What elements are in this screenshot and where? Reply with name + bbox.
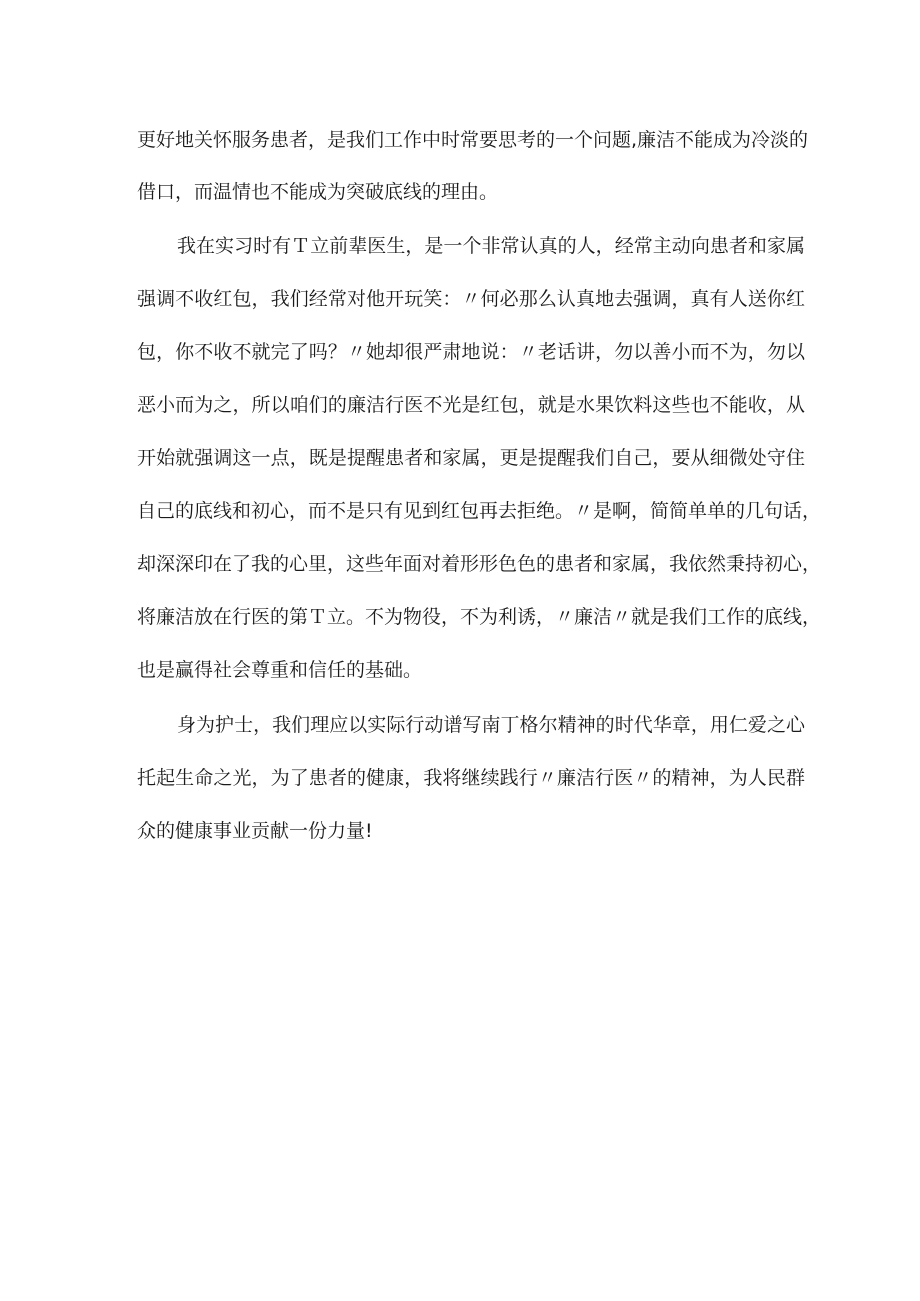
text-line: 却深深印在了我的心里，这些年面对着形形色色的患者和家属，我依然秉持初心，	[137, 553, 822, 575]
text-line: 借口，而温情也不能成为突破底线的理由。	[137, 181, 499, 203]
text-line: 托起生命之光，为了患者的健康，我将继续践行〃廉洁行医〃的精神，为人民群	[137, 767, 805, 789]
text-line: 众的健康事业贡献一份力量!	[137, 820, 373, 842]
text-line: 强调不收红包，我们经常对他开玩笑：〃何必那么认真地去强调，真有人送你红	[137, 288, 805, 310]
text-line: 包，你不收不就完了吗？〃她却很严肃地说：〃老话讲，勿以善小而不为，勿以	[137, 341, 805, 363]
text-line: 我在实习时有Ｔ立前辈医生，是一个非常认真的人，经常主动向患者和家属	[177, 235, 805, 257]
text-line: 将廉洁放在行医的第Ｔ立。不为物役，不为利诱，〃廉洁〃就是我们工作的底线，	[137, 606, 822, 628]
text-line: 自己的底线和初心，而不是只有见到红包再去拒绝。〃是啊，简简单单的几句话，	[137, 500, 822, 522]
text-line: 更好地关怀服务患者，是我们工作中时常要思考的一个问题,廉洁不能成为冷淡的	[137, 129, 809, 151]
text-line: 开始就强调这一点，既是提醒患者和家属，更是提醒我们自己，要从细微处守住	[137, 447, 805, 469]
text-line: 也是赢得社会尊重和信任的基础。	[137, 659, 423, 681]
text-line: 恶小而为之，所以咱们的廉洁行医不光是红包，就是水果饮料这些也不能收，从	[137, 394, 805, 416]
text-line: 身为护士，我们理应以实际行动谱写南丁格尔精神的时代华章，用仁爱之心	[177, 714, 805, 736]
